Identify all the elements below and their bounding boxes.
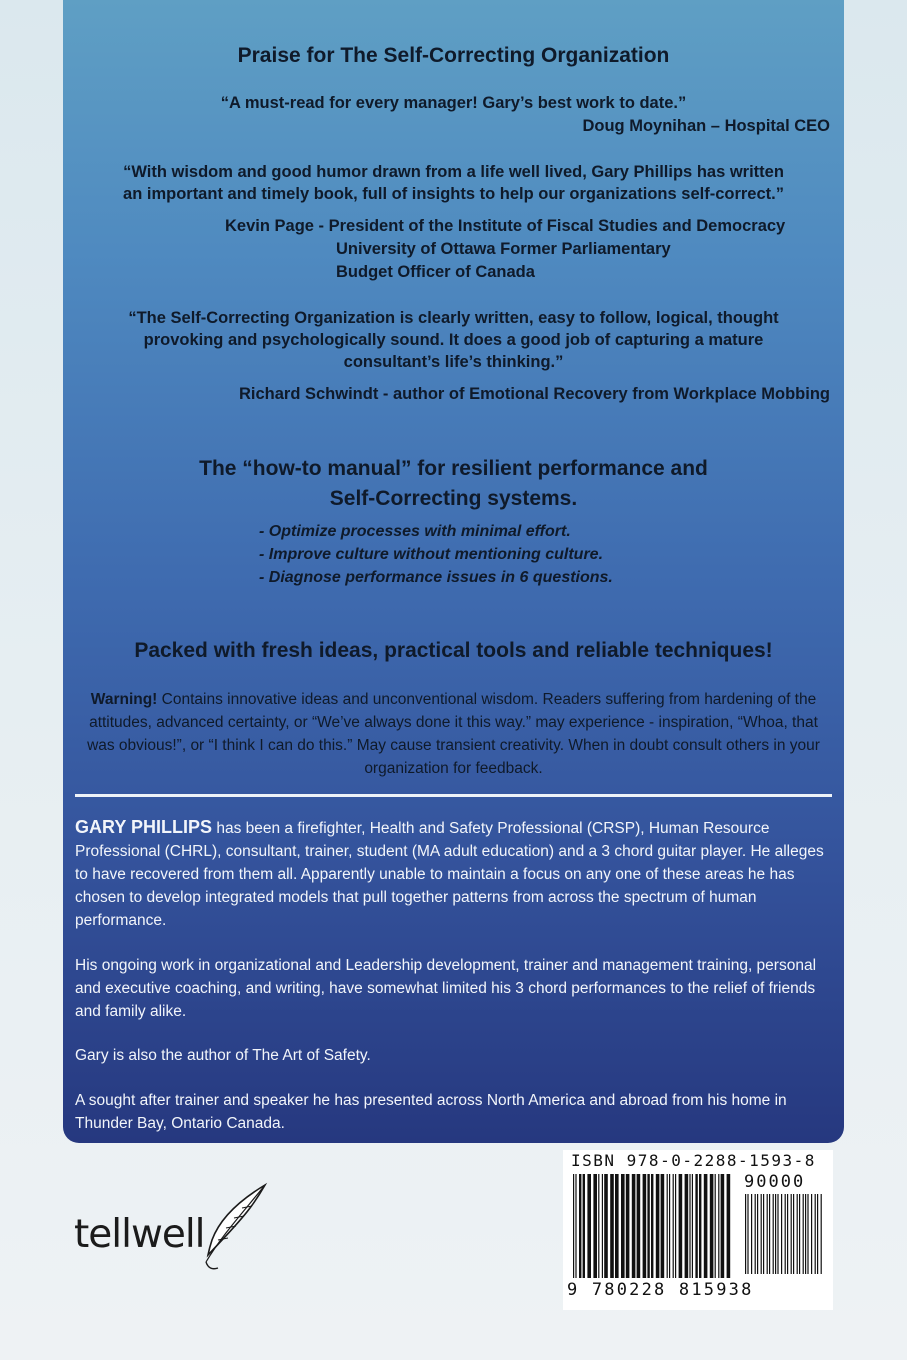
- barcode-bar: [610, 1174, 614, 1278]
- barcode-bar: [811, 1194, 812, 1274]
- barcode-bar: [767, 1194, 768, 1274]
- feature-list: [259, 520, 613, 589]
- barcode-bar: [669, 1174, 670, 1278]
- bio-text-1: has been a firefighter, Health and Safety Professional (CRSP), Human Resource Professional (CHRL), consultant, trainer, student (MA adult education) and a 3 chord guitar player. He alleges to have recovered from them all. Apparently unable to maintain a focus on any one of these areas he has chosen to develop integrated models that pull together patterns from across the spectrum of human performance.: [75, 820, 824, 929]
- barcode-bar: [695, 1174, 697, 1278]
- back-cover-panel: [63, 0, 844, 1143]
- barcode-bar: [785, 1194, 786, 1274]
- bio-paragraph-4: A sought after trainer and speaker he has presented across North America and abroad from his home in Thunder Bay, Ontario Canada.: [75, 1092, 787, 1132]
- barcode-bar: [763, 1194, 764, 1274]
- barcode-bar: [715, 1174, 716, 1278]
- barcode-bar: [637, 1174, 641, 1278]
- price-code-label: 90000: [744, 1172, 806, 1192]
- divider: [75, 794, 832, 797]
- feature-item: - Optimize processes with minimal effort.: [259, 523, 571, 540]
- barcode-bar: [721, 1174, 725, 1278]
- barcode-bar: [573, 1174, 574, 1278]
- barcode-bar: [575, 1174, 576, 1278]
- barcode-bar: [821, 1194, 822, 1274]
- barcode-bar: [583, 1174, 585, 1278]
- barcode-bar: [747, 1194, 748, 1274]
- barcode-bar: [685, 1174, 689, 1278]
- quote-2-attribution-line-2: University of Ottawa Former Parliamentary: [336, 240, 671, 258]
- barcode-bar: [817, 1194, 818, 1274]
- publisher-name: tellwell: [74, 1212, 205, 1257]
- quote-3-line-3: consultant’s life’s thinking.”: [343, 353, 564, 371]
- barcode-bar: [651, 1174, 653, 1278]
- barcode-bar: [775, 1194, 776, 1274]
- isbn-label: ISBN 978-0-2288-1593-8: [571, 1151, 816, 1170]
- barcode-bar: [675, 1174, 676, 1278]
- barcode-bar: [777, 1194, 778, 1274]
- barcode-bar: [604, 1174, 608, 1278]
- barcode-bar: [710, 1174, 714, 1278]
- quote-2-attribution-line-3: Budget Officer of Canada: [336, 263, 535, 281]
- barcode-bar: [587, 1174, 591, 1278]
- barcode-bar: [661, 1174, 665, 1278]
- packed-headline: Packed with fresh ideas, practical tools and reliable techniques!: [134, 639, 773, 662]
- quote-1: “A must-read for every manager! Gary’s best work to date.”: [220, 94, 687, 112]
- quote-3-attribution: Richard Schwindt - author of Emotional Recovery from Workplace Mobbing: [238, 385, 830, 403]
- quote-2-line-2: an important and timely book, full of insights to help our organizations self-correct.”: [123, 185, 784, 203]
- barcode-bar: [755, 1194, 756, 1274]
- barcode-bar: [803, 1194, 804, 1274]
- barcode-bar: [673, 1174, 674, 1278]
- barcode-bar: [602, 1174, 603, 1278]
- barcode-bar: [626, 1174, 630, 1278]
- barcode-bar: [751, 1194, 752, 1274]
- barcode-bar: [807, 1194, 808, 1274]
- manual-title-line-1: The “how-to manual” for resilient performance and: [199, 457, 708, 480]
- barcode-bar: [598, 1174, 599, 1278]
- publisher-logo: [70, 1180, 270, 1285]
- barcode-bar: [791, 1194, 792, 1274]
- barcode-bar: [787, 1194, 788, 1274]
- ean-digits: 9 780228 815938: [567, 1280, 754, 1300]
- feature-item: - Diagnose performance issues in 6 questions.: [259, 569, 613, 586]
- barcode-bar: [797, 1194, 798, 1274]
- quote-2-line-1: “With wisdom and good humor drawn from a life well lived, Gary Phillips has written: [123, 163, 784, 181]
- bio-paragraph-2: His ongoing work in organizational and Leadership development, trainer and management training, personal and executive coaching, and writing, have somewhat limited his 3 chord performances to the relief of friends and family alike.: [75, 957, 817, 1020]
- barcode-bar: [761, 1194, 762, 1274]
- warning-text: Contains innovative ideas and unconventional wisdom. Readers suffering from hardening of the attitudes, advanced certainty, or “We’ve always done it this way.” may experience - inspiration, “Whoa, that was obvious!”, or “I think I can do this.” May cause transient creativity. When in doubt consult others in your organization for feedback.: [87, 691, 820, 777]
- author-name: GARY PHILLIPS: [75, 817, 213, 837]
- praise-title: Praise for The Self-Correcting Organization: [237, 44, 670, 67]
- barcode-bar: [667, 1174, 668, 1278]
- barcode-bar: [805, 1194, 806, 1274]
- bio-paragraph-1: [75, 816, 835, 932]
- barcode-bar: [643, 1174, 647, 1278]
- quote-2-attribution-line-1: Kevin Page - President of the Institute of Fiscal Studies and Democracy: [225, 217, 786, 235]
- quote-1-attribution: Doug Moynihan – Hospital CEO: [582, 117, 830, 135]
- quote-3-line-1: “The Self-Correcting Organization is clearly written, easy to follow, logical, thought: [128, 309, 779, 327]
- manual-title-line-2: Self-Correcting systems.: [329, 487, 578, 510]
- barcode-area: [563, 1150, 833, 1310]
- barcode-bar: [781, 1194, 782, 1274]
- barcode-bar: [689, 1174, 690, 1278]
- quote-3-line-2: provoking and psychologically sound. It does a good job of capturing a mature: [143, 331, 764, 349]
- barcode-bar: [773, 1194, 774, 1274]
- barcode-bar: [718, 1174, 719, 1278]
- barcode-bar: [632, 1174, 636, 1278]
- barcode-bar: [692, 1174, 693, 1278]
- barcode-bar: [727, 1174, 731, 1278]
- barcode-bar: [621, 1174, 625, 1278]
- barcode-bar: [615, 1174, 619, 1278]
- bio-paragraph-3: Gary is also the author of The Art of Safety.: [75, 1047, 371, 1064]
- barcode-bar: [793, 1194, 794, 1274]
- barcode-bar: [647, 1174, 649, 1278]
- barcode-bar: [679, 1174, 683, 1278]
- barcode-bar: [699, 1174, 701, 1278]
- barcode-bar: [799, 1194, 800, 1274]
- price-barcode: [743, 1194, 825, 1274]
- warning-label: Warning!: [90, 691, 158, 708]
- barcode-bar: [593, 1174, 597, 1278]
- barcode-bar: [656, 1174, 660, 1278]
- barcode-bar: [815, 1194, 816, 1274]
- warning-paragraph: [63, 688, 844, 780]
- barcode-bar: [745, 1194, 746, 1274]
- feature-item: - Improve culture without mentioning culture.: [259, 546, 604, 563]
- isbn-barcode: [571, 1174, 731, 1278]
- barcode-bar: [704, 1174, 708, 1278]
- barcode-bar: [757, 1194, 758, 1274]
- barcode-bar: [769, 1194, 770, 1274]
- barcode-bar: [579, 1174, 581, 1278]
